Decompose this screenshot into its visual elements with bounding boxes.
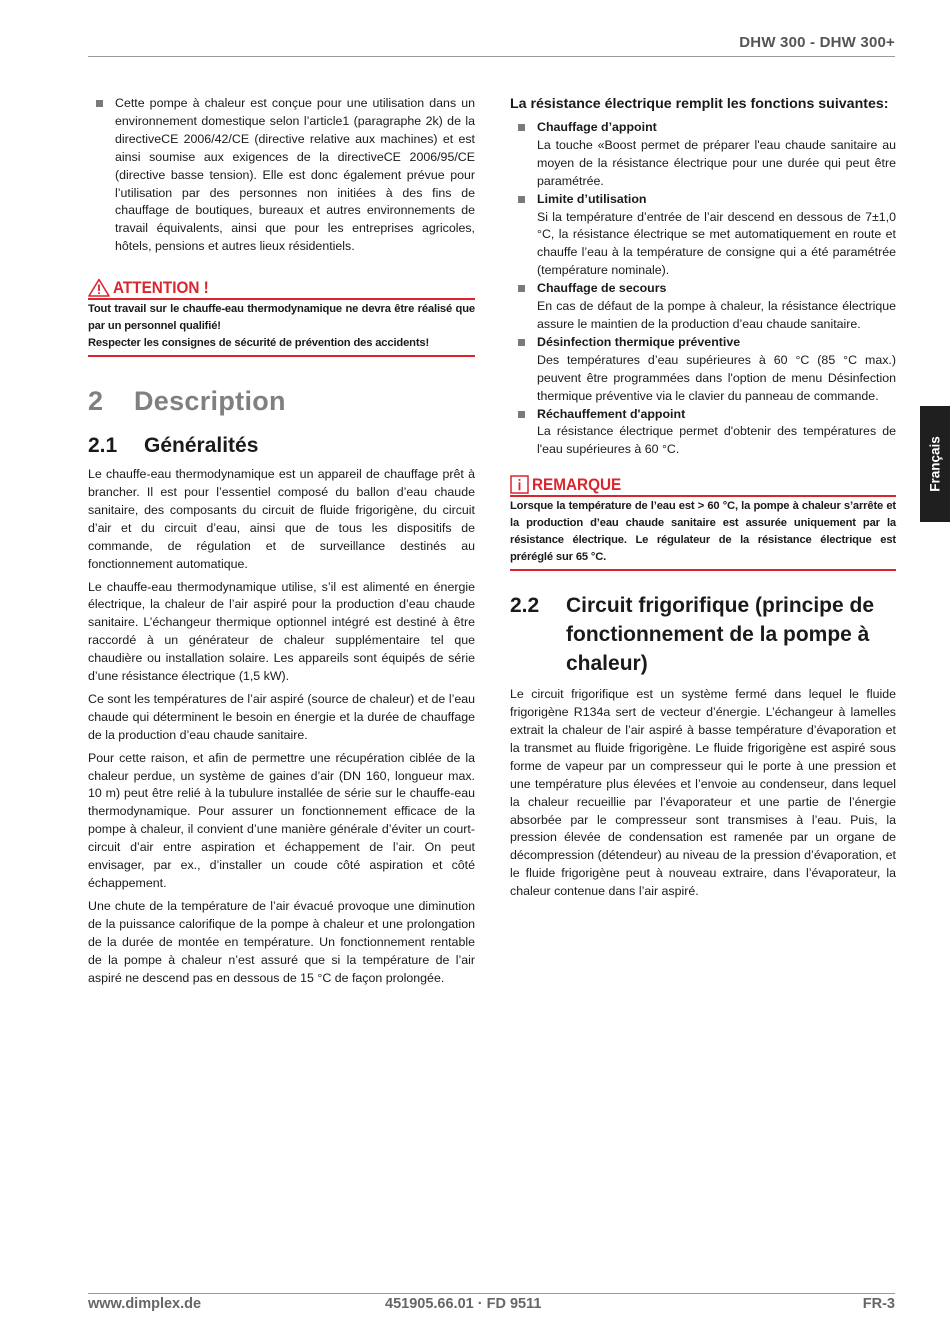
function-item-title: Désinfection thermique préventive	[537, 334, 741, 349]
bullet-square-icon	[518, 285, 525, 292]
function-item-title: Chauffage de secours	[537, 281, 667, 296]
bullet-square-icon	[96, 100, 103, 107]
section-2-1-heading	[88, 431, 475, 460]
warning-triangle-icon	[88, 278, 110, 297]
remarque-header	[510, 475, 896, 497]
remarque-text: Lorsque la température de l’eau est > 60 °C, la pompe à chaleur s’arrête et la production d’eau chaude sanitaire est assurée uniquement par la résistance électrique. Le régulateur de la résistance électrique est préréglé sur 65 °C.	[510, 500, 896, 564]
function-item	[510, 119, 896, 191]
bullet-square-icon	[518, 411, 525, 418]
section-2-2-heading	[510, 591, 896, 678]
bullet-square-icon	[518, 339, 525, 346]
function-item-title: Limite d’utilisation	[537, 191, 647, 206]
header-title: DHW 300 - DHW 300+	[739, 34, 895, 51]
function-item	[510, 280, 896, 334]
section-2-2-title: Circuit frigorifique (principe de fonctionnement de la pompe à chaleur)	[566, 594, 875, 676]
header-divider	[88, 56, 895, 57]
function-item	[510, 334, 896, 406]
function-item-text: Des températures d’eau supérieures à 60 °C (85 °C max.) peuvent être programmées dans l'option de menu Désinfection thermique préventive via le clavier du panneau de commande.	[537, 352, 896, 403]
paragraph: Le chauffe-eau thermodynamique est un appareil de chauffage prêt à brancher. Il est pour l’essentiel composé du ballon d’eau chaude sanitaire, des composants du circuit de fluide frigorigène, du circuit d’air et du circuit d’eau, ainsi que de tous les dispositifs de commande, de régulation et de surveillance destinés au fonctionnement automatique.	[88, 467, 475, 571]
function-item-title: Chauffage d’appoint	[537, 120, 657, 134]
footer-website: www.dimplex.de	[88, 1296, 202, 1312]
left-column	[88, 95, 475, 987]
attention-header	[88, 278, 475, 300]
functions-heading: La résistance électrique remplit les fonctions suivantes:	[510, 96, 889, 112]
right-column	[510, 95, 896, 901]
attention-line-1: Tout travail sur le chauffe-eau thermodynamique ne devra être réalisé que par un personnel qualifié!	[88, 303, 475, 333]
bullet-square-icon	[518, 196, 525, 203]
function-item-text: La résistance électrique permet d'obtenir des températures de l'eau supérieures à 60 °C.	[537, 424, 896, 457]
section-2-1-number: 2.1	[88, 434, 118, 458]
paragraph: Une chute de la température de l’air évacué provoque une diminution de la puissance calorifique de la pompe à chaleur et une prolongation de la durée de montée en température. Un fonctionnement rentable de la pompe à chaleur n’est assuré que si la température de l’air aspiré ne descend pas en dessous de 15 °C de façon prolongée.	[88, 898, 475, 985]
attention-label: ATTENTION !	[113, 278, 209, 298]
section-2-2-number: 2.2	[510, 594, 540, 618]
paragraph: Le circuit frigorifique est un système fermé dans lequel le fluide frigorigène R134a sert de vecteur d’énergie. L’échangeur à lamelles extrait la chaleur de l’air aspiré à basse température d’évaporation et la transmet au fluide frigorigène. Le fluide frigorigène est aspiré sous forme de vapeur par un compresseur qui le porte à une pression et une température plus élevées et l’envoie au condenseur, dans lequel la chaleur recueillie par l’évaporateur et une partie de l’énergie absorbée par le compresseur sont transmises à l’eau. Puis, la pression élevée de condensation est ramenée par un organe de décompression (détendeur) au niveau de la pression d’évaporation, et le fluide frigorigène peut à nouveau extraire, dans l’évaporateur, la chaleur contenue dans l’air aspiré.	[510, 687, 896, 899]
footer-doc-number: 451905.66.01 · FD 9511	[385, 1296, 542, 1312]
footer-page-number: FR-3	[862, 1296, 895, 1312]
section-2-number: 2	[88, 386, 104, 417]
section-2-title: Description	[134, 386, 286, 417]
paragraph: Pour cette raison, et afin de permettre une récupération ciblée de la chaleur perdue, un système de gaines d’air (DN 160, longueur max. 10 m) peut être relié à la tubulure installée de série sur le chauffe-eau thermodynamique. Pour assurer un fonctionnement efficace de la pompe à chaleur, il convient d’une manière générale d’éviter un court-circuit d’air entre aspiration et échappement de l’air. On peut envisager, par ex., d’installer un coude côté aspiration et côté échappement.	[88, 750, 475, 890]
paragraph: Le chauffe-eau thermodynamique utilise, s’il est alimenté en énergie électrique, la chaleur de l’air aspiré pour la production d’eau chaude sanitaire. L’échangeur thermique optionnel intégré est destiné à être raccordé à un générateur de chaleur supplémentaire tel que chaudière ou installation solaire. Les appareils sont équipés de série d’une résistance électrique (1,5 kW).	[88, 579, 475, 684]
remarque-notice	[510, 475, 896, 571]
language-tab	[920, 406, 950, 522]
attention-notice	[88, 278, 475, 357]
paragraph: Ce sont les températures de l’air aspiré (source de chaleur) et de l’eau chaude qui déterminent le besoin en énergie et la durée de chauffage de la production d’eau chaude sanitaire.	[88, 691, 475, 742]
function-item-text: La touche «Boost permet de préparer l'eau chaude sanitaire au moyen de la résistance électrique pour une durée qui peut être paramétrée.	[537, 137, 896, 188]
attention-body	[88, 300, 475, 352]
bullet-square-icon	[518, 124, 525, 131]
function-item-title: Réchauffement d'appoint	[537, 406, 686, 421]
intro-bullet	[88, 95, 475, 256]
section-2-heading	[88, 386, 475, 417]
section-2-1-title: Généralités	[144, 434, 259, 458]
function-item-text: Si la température d’entrée de l’air descend en dessous de 7±1,0 °C, la résistance électrique se met automatiquement en route et chauffe l’eau à la température de consigne qui a été paramétrée (température nominale).	[537, 209, 896, 278]
intro-bullet-text: Cette pompe à chaleur est conçue pour une utilisation dans un environnement domestique selon l’article1 (paragraphe 2k) de la directiveCE 2006/42/CE (directive relative aux machines) et est ainsi soumise aux exigences de la directiveCE 2006/95/CE (directive basse tension). Elle est donc également prévue pour l’utilisation par des personnes non initiées à des fins de chauffage de boutiques, bureaux et autres environnements de travail équivalents, ainsi que pour les entreprises agricoles, hôtels, pensions et autres lieux résidentiels.	[115, 96, 475, 254]
attention-line-2: Respecter les consignes de sécurité de prévention des accidents!	[88, 337, 430, 350]
language-tab-label: Français	[927, 436, 943, 492]
function-item-text: En cas de défaut de la pompe à chaleur, la résistance électrique assure le maintien de la production d’eau chaude sanitaire.	[537, 299, 896, 331]
function-item	[510, 191, 896, 281]
footer-divider	[88, 1293, 895, 1294]
remarque-body	[510, 497, 896, 566]
remarque-label: REMARQUE	[532, 475, 622, 495]
info-icon	[510, 475, 529, 494]
function-item	[510, 406, 896, 460]
